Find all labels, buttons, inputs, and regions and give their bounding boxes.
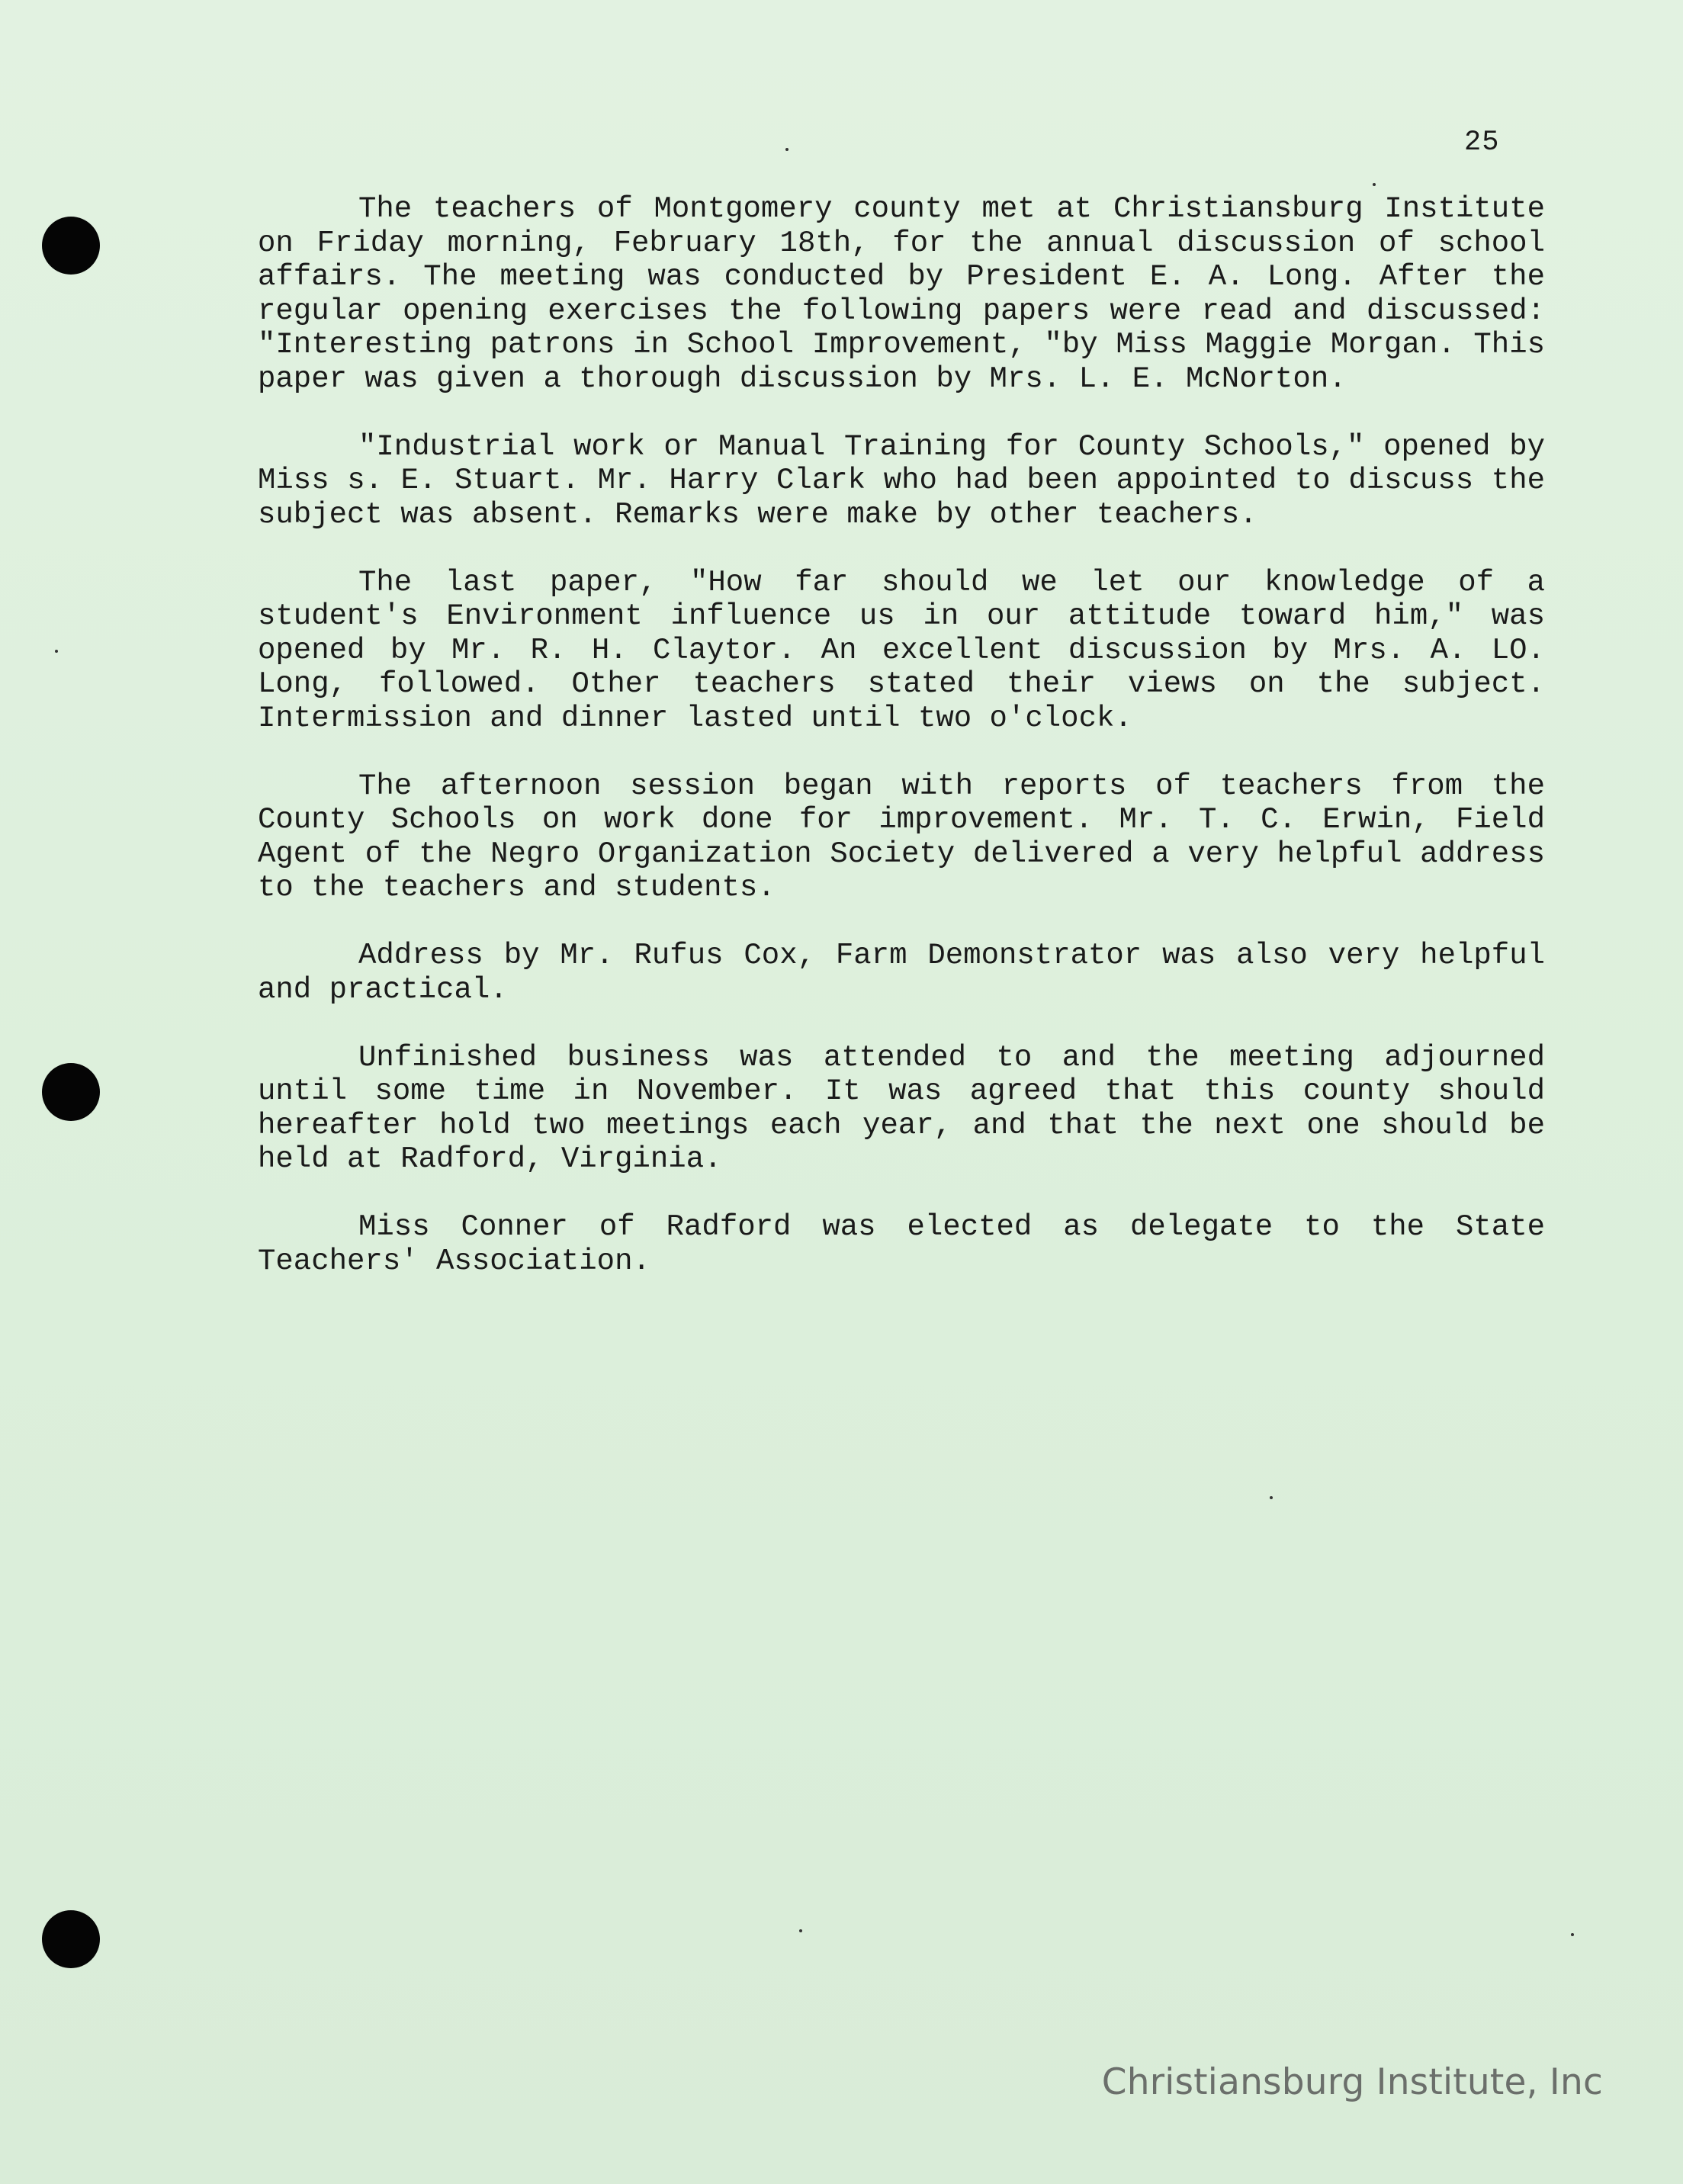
paragraph: Address by Mr. Rufus Cox, Farm Demonstrator was also very helpful and practical.: [258, 939, 1545, 1007]
paragraph: The teachers of Montgomery county met at Christiansburg Institute on Friday morning, February 18th, for the annual discussion of school affairs. The meeting was conducted by President E. A. Long. After the regular opening exercises the following papers were read and discussed: "Interesting patrons in School Improvement, "by Miss Maggie Morgan. This paper was given a thorough discussion by Mrs. L. E. McNorton.: [258, 192, 1545, 396]
paper-speck: [785, 148, 789, 151]
punch-hole: [42, 217, 100, 275]
paper-speck: [55, 650, 58, 653]
punch-hole: [42, 1910, 100, 1968]
paper-speck: [799, 1929, 802, 1932]
watermark: Christiansburg Institute, Inc: [1101, 2061, 1603, 2103]
paper-speck: [1373, 183, 1376, 186]
paragraph: Miss Conner of Radford was elected as delegate to the State Teachers' Association.: [258, 1210, 1545, 1278]
paper-speck: [1571, 1933, 1574, 1936]
paper-speck: [1270, 1496, 1273, 1499]
paragraph: The last paper, "How far should we let our knowledge of a student's Environment influence us in our attitude toward him," was opened by Mr. R. H. Claytor. An excellent discussion by Mrs. A. LO. Long, followed. Other teachers stated their views on the subject. Intermission and dinner lasted until two o'clock.: [258, 565, 1545, 735]
document-body: [258, 192, 1545, 1278]
paragraph: The afternoon session began with reports of teachers from the County Schools on work done for improvement. Mr. T. C. Erwin, Field Agent of the Negro Organization Society delivered a very helpful address to the teachers and students.: [258, 769, 1545, 904]
paragraph: Unfinished business was attended to and the meeting adjourned until some time in November. It was agreed that this county should hereafter hold two meetings each year, and that the next one should be held at Radford, Virginia.: [258, 1040, 1545, 1176]
paragraph: "Industrial work or Manual Training for County Schools," opened by Miss s. E. Stuart. Mr. Harry Clark who had been appointed to discuss the subject was absent. Remarks were make by other teachers.: [258, 429, 1545, 532]
punch-hole: [42, 1063, 100, 1121]
page-number: 25: [1464, 127, 1500, 159]
